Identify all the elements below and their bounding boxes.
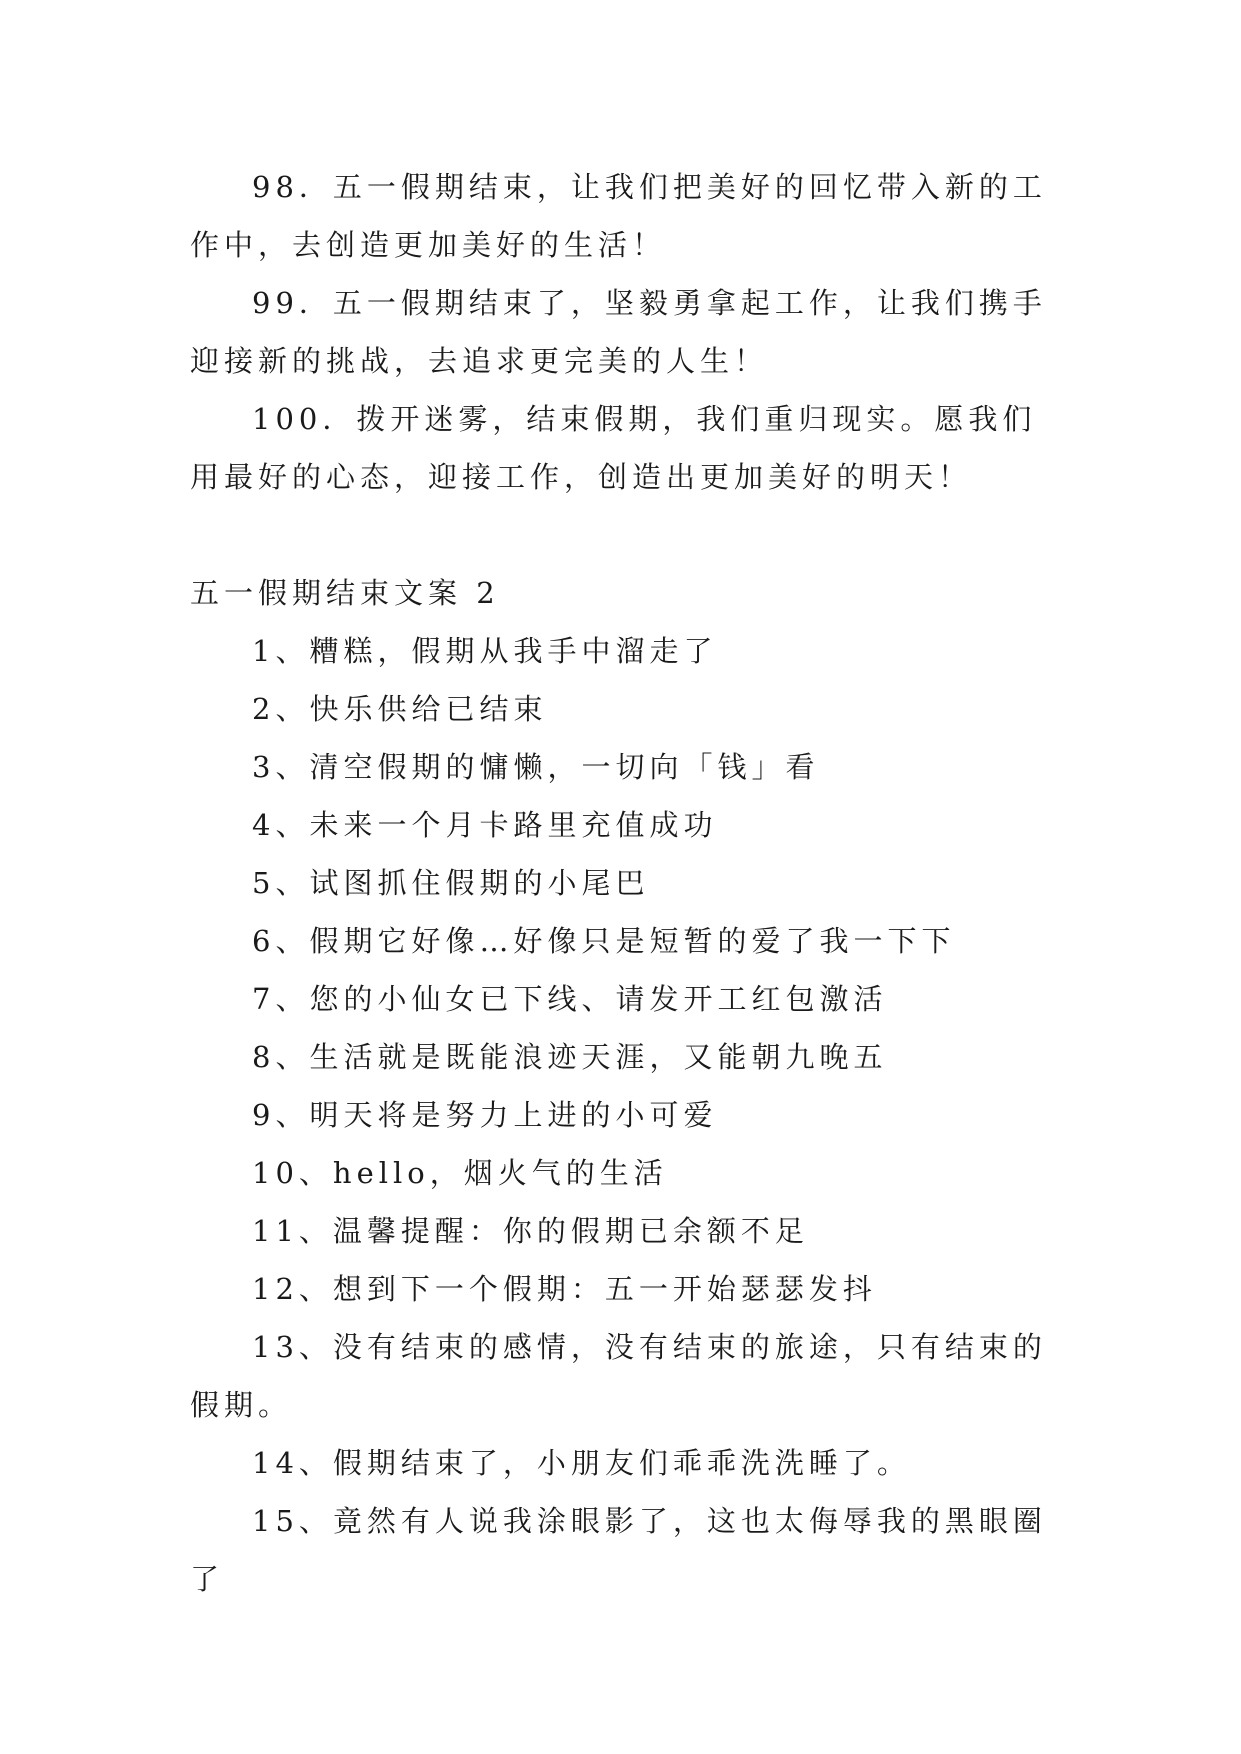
list-item: 7、您的小仙女已下线、请发开工红包激活 — [252, 982, 888, 1016]
paragraph-98: 98．五一假期结束，让我们把美好的回忆带入新的工作中，去创造更加美好的生活！ — [190, 170, 1047, 262]
list-item: 6、假期它好像…好像只是短暂的爱了我一下下 — [252, 924, 956, 958]
list-item: 10、hello，烟火气的生活 — [252, 1156, 668, 1190]
copy-list — [190, 622, 1060, 1608]
list-item: 8、生活就是既能浪迹天涯，又能朝九晚五 — [252, 1040, 888, 1074]
list-item: 3、清空假期的慵懒，一切向「钱」看 — [252, 750, 820, 784]
paragraph-99: 99．五一假期结束了，坚毅勇拿起工作，让我们携手迎接新的挑战，去追求更完美的人生！ — [190, 286, 1047, 378]
document-body — [190, 158, 1060, 1608]
list-item: 4、未来一个月卡路里充值成功 — [252, 808, 718, 842]
list-item: 11、温馨提醒：你的假期已余额不足 — [252, 1214, 809, 1248]
paragraph-100: 100．拨开迷雾，结束假期，我们重归现实。愿我们用最好的心态，迎接工作，创造出更加美好的明天！ — [190, 402, 1037, 494]
list-item: 1、糟糕，假期从我手中溜走了 — [252, 634, 718, 668]
section-heading: 五一假期结束文案 2 — [190, 576, 500, 610]
list-item: 15、竟然有人说我涂眼影了，这也太侮辱我的黑眼圈了 — [190, 1504, 1047, 1596]
list-item: 13、没有结束的感情，没有结束的旅途，只有结束的假期。 — [190, 1330, 1047, 1422]
list-item: 2、快乐供给已结束 — [252, 692, 548, 726]
list-item: 9、明天将是努力上进的小可爱 — [252, 1098, 718, 1132]
list-item: 14、假期结束了，小朋友们乖乖洗洗睡了。 — [252, 1446, 911, 1480]
list-item: 12、想到下一个假期：五一开始瑟瑟发抖 — [252, 1272, 877, 1306]
list-item: 5、试图抓住假期的小尾巴 — [252, 866, 650, 900]
